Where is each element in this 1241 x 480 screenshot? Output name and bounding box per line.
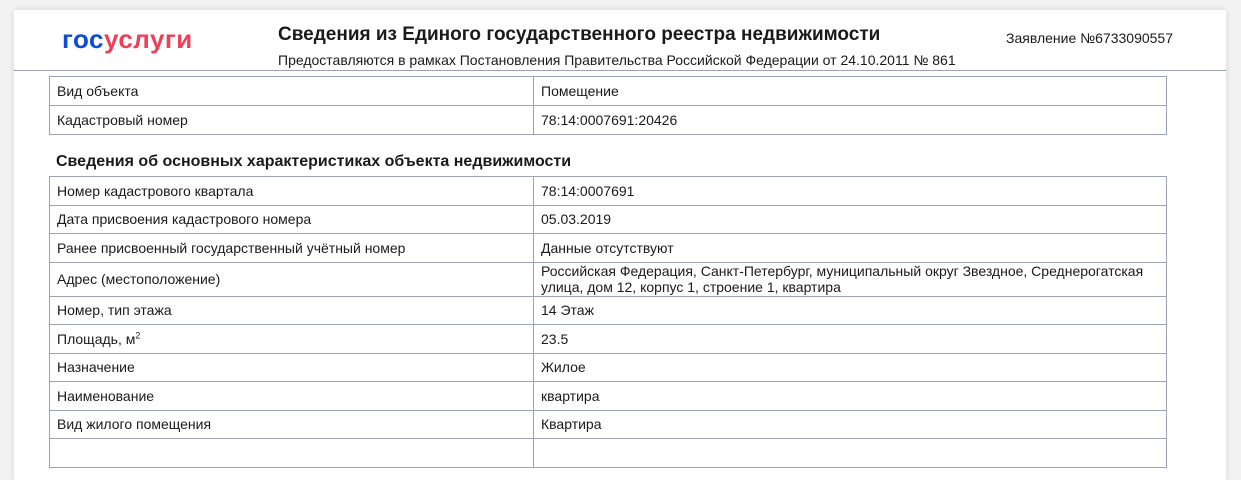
characteristics-table	[49, 176, 1167, 468]
document-title: Сведения из Единого государственного реестра недвижимости	[278, 24, 881, 45]
gosuslugi-logo	[62, 24, 193, 54]
row-label: Вид объекта	[50, 77, 534, 106]
row-value: Данные отсутствуют	[534, 234, 1167, 263]
table-row	[50, 325, 1167, 354]
row-label-obscured	[50, 439, 534, 468]
document-header	[14, 10, 1226, 71]
table-row	[50, 205, 1167, 234]
area-label-superscript: 2	[135, 330, 141, 341]
address-value: Российская Федерация, Санкт-Петербург, муниципальный округ Звездное, Среднерогатская улица, дом 12, корпус 1, строение 1, квартира	[534, 262, 1167, 296]
table-row	[50, 106, 1167, 135]
cadastral-number-value: 78:14:0007691:20426	[534, 106, 1167, 135]
row-value: Жилое	[534, 353, 1167, 382]
row-label: Ранее присвоенный государственный учётный номер	[50, 234, 534, 263]
row-label: Номер, тип этажа	[50, 296, 534, 325]
row-label: Номер кадастрового квартала	[50, 177, 534, 206]
row-label	[50, 325, 534, 354]
row-value: 05.03.2019	[534, 205, 1167, 234]
table-row	[50, 382, 1167, 411]
row-value: Квартира	[534, 410, 1167, 439]
row-value: Помещение	[534, 77, 1167, 106]
table-row	[50, 77, 1167, 106]
area-label-text: Площадь, м	[57, 330, 136, 347]
table-row	[50, 296, 1167, 325]
logo-part-uslugi: услуги	[104, 24, 193, 54]
row-value: квартира	[534, 382, 1167, 411]
table-row-cut-off	[50, 439, 1167, 468]
table-row	[50, 410, 1167, 439]
row-label: Адрес (местоположение)	[50, 262, 534, 296]
table-row	[50, 262, 1167, 296]
row-value: 14 Этаж	[534, 296, 1167, 325]
table-row	[50, 353, 1167, 382]
row-label: Дата присвоения кадастрового номера	[50, 205, 534, 234]
object-table	[49, 76, 1167, 135]
row-label: Кадастровый номер	[50, 106, 534, 135]
row-value: 78:14:0007691	[534, 177, 1167, 206]
application-number: Заявление №6733090557	[1006, 30, 1174, 46]
row-value-obscured	[534, 439, 1167, 468]
row-label: Вид жилого помещения	[50, 410, 534, 439]
row-value: 23.5	[534, 325, 1167, 354]
logo-part-gos: гос	[62, 24, 104, 54]
row-label: Назначение	[50, 353, 534, 382]
table-row	[50, 234, 1167, 263]
row-label: Наименование	[50, 382, 534, 411]
table-row	[50, 177, 1167, 206]
section-title: Сведения об основных характеристиках объекта недвижимости	[56, 153, 572, 170]
document-subtitle: Предоставляются в рамках Постановления Правительства Российской Федерации от 24.10.2011 № 861	[278, 52, 956, 68]
